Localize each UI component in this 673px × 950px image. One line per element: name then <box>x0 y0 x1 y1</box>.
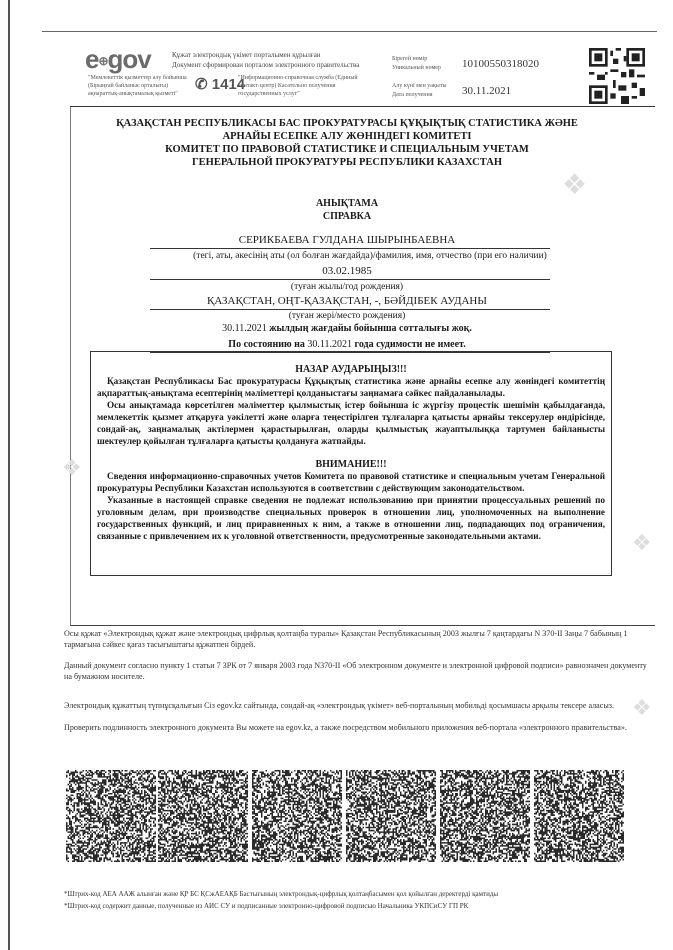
phone-icon: ✆ <box>195 76 208 93</box>
status-kz <box>72 323 622 334</box>
portal-caption-kz: Құжат электрондық үкімет порталымен құрылған <box>172 51 321 59</box>
portal-caption-ru: Документ сформирован порталом электронного правительства <box>172 61 360 69</box>
document-title-ru: СПРАВКА <box>322 211 372 222</box>
barcode-block-1 <box>66 770 156 862</box>
unique-number-label-ru: Уникальный номер <box>392 65 441 71</box>
birth-place-caption: (туған жері/место рождения) <box>288 311 406 321</box>
divider <box>150 248 550 249</box>
divider <box>150 309 550 310</box>
unique-number-label <box>392 55 441 73</box>
barcode-block-5 <box>440 770 530 862</box>
barcode-block-4 <box>346 770 436 862</box>
status-ru-pre: По состоянию на <box>228 339 308 350</box>
status-ru-post: года судимости не имеет. <box>352 339 466 350</box>
service-caption-kz: "Мемлекеттік қызметтер алу бойынша (Бірыңғай байланыс орталығы) ақпараттық-анықтамалық қызметі" <box>88 75 187 97</box>
unique-number-label-kz: Бірегей нөмір <box>392 56 428 62</box>
date-value: 30.11.2021 <box>462 85 512 97</box>
org-line: КОМИТЕТ ПО ПРАВОВОЙ СТАТИСТИКЕ И СПЕЦИАЛЬНЫМ УЧЕТАМ <box>165 144 529 155</box>
notice-title-ru: ВНИМАНИЕ!!! <box>315 459 387 470</box>
ornament-icon: ❖ <box>62 455 82 480</box>
date-label-ru: Дата получения <box>392 92 433 98</box>
status-kz-text: жылдың жағдайы бойынша сотталығы жоқ. <box>266 323 472 334</box>
logo-plus-icon: ⊕ <box>98 54 108 69</box>
status-kz-date: 30.11.2021 <box>222 323 267 334</box>
ornament-icon: ❖ <box>562 170 588 201</box>
date-label-kz: Алу күні мен уақыты <box>392 83 447 89</box>
header-top-divider <box>42 31 657 32</box>
document-title-kz: АНЫҚТАМА <box>315 198 379 209</box>
frame-bottom-rule <box>70 625 655 626</box>
status-ru <box>72 339 622 350</box>
notice-box <box>90 351 612 576</box>
header-bottom-divider <box>70 106 655 107</box>
ornament-icon: ❖ <box>632 695 652 720</box>
verify-note-kz: Электрондық құжаттың түпнұсқалығын Сіз egov.kz сайтында, сондай-ақ «электрондық үкімет» веб-порталының мобильді қосымшасы арқылы тексере аласыз. <box>64 701 615 710</box>
verify-note-ru: Проверить подлинность электронного документа Вы можете на egov.kz, а также посредством мобильного приложения веб-портала «электронного правительства». <box>64 723 627 732</box>
notice-text-kz <box>97 375 605 447</box>
barcode-block-2 <box>158 770 248 862</box>
qr-code-icon <box>589 48 645 104</box>
notice-paragraph: Қазақстан Республикасы Бас прокуратурасы Құқықтық статистика және арнайы есепке алу жөніндегі комитеттің ақпараттық-анықтама есептерінің мәліметтері қолданыстағы заңнамаға сәйкес пайдаланылады. <box>97 376 605 398</box>
org-heading <box>72 117 622 169</box>
ornament-icon: ❖ <box>632 530 652 555</box>
logo-text-gov: gov <box>107 44 151 74</box>
frame-left-rule <box>70 106 71 626</box>
barcode-block-6 <box>534 770 624 862</box>
barcode-block-3 <box>252 770 342 862</box>
service-caption-ru: "Информационно-справочная служба (Единый контакт-центр) Касательно получения государственных услуг" <box>238 75 358 97</box>
birth-place: ҚАЗАҚСТАН, ОҢТ-ҚАЗАҚСТАН, -, БӘЙДІБЕК АУДАНЫ <box>207 295 487 307</box>
document-title <box>72 197 622 223</box>
full-name-caption: (тегі, аты, әкесінің аты (ол болған жағдайда)/фамилия, имя, отчество (при его наличии) <box>193 251 547 261</box>
notice-title-kz: НАЗАР АУДАРЫҢЫЗ!!! <box>295 364 407 375</box>
org-line: ҚАЗАҚСТАН РЕСПУБЛИКАСЫ БАС ПРОКУРАТУРАСЫ ҚҰҚЫҚТЫҚ СТАТИСТИКА ЖӘНЕ <box>116 118 578 129</box>
barcode-note-kz: *Штрих-код АЕА ААЖ алынған және ҚР БС ҚСжАЕАҚБ Бастығының электрондық-цифрлық қолтаңбасымен қол қойылған деректерді қамтиды <box>64 890 499 898</box>
birth-date-caption: (туған жылы/год рождения) <box>290 282 404 292</box>
org-line: ГЕНЕРАЛЬНОЙ ПРОКУРАТУРЫ РЕСПУБЛИКИ КАЗАХСТАН <box>192 157 502 168</box>
logo-text-e: e <box>85 44 99 74</box>
divider <box>150 279 550 280</box>
notice-paragraph: Сведения информационно-справочных учетов Комитета по правовой статистике и специальным учетам Генеральной прокуратуры Республики Казахстан используются в соответствии с действующим законодательством. <box>97 471 605 493</box>
legal-note-kz: Осы құжат «Электрондық құжат және электрондық цифрлық қолтаңба туралы» Қазақстан Республикасының 2003 жылғы 7 қаңтардағы N 370-II Заңы 7 бабының 1 тармағына сәйкес қағаз тасығыштағы құжатпен бірдей. <box>64 629 628 649</box>
notice-paragraph: Указанные в настоящей справке сведения не подлежат использованию при принятии процессуальных решений по уголовным делам, при производстве специальных проверок в отношении лиц, уполномоченных на выполнение государственных функций, и лиц приравненных к ним, а также в отношении лиц, подпадающих под ограничения, связанные с привлечением их к уголовной ответственности, предусмотренные законодательными актами. <box>97 495 605 541</box>
birth-date: 03.02.1985 <box>322 265 372 277</box>
legal-note-ru: Данный документ согласно пункту 1 статьи 7 ЗРК от 7 января 2003 года N370-II «Об электронном документе и электронной цифровой подписи» равнозначен документу на бумажном носителе. <box>64 661 647 681</box>
notice-text-ru <box>97 470 605 542</box>
barcode-note-ru: *Штрих-код содержит данные, полученные из АИС СУ и подписанные электронно-цифровой подписью Начальника УКПСиСУ ГП РК <box>64 902 469 910</box>
org-line: АРНАЙЫ ЕСЕПКЕ АЛУ ЖӨНІНДЕГІ КОМИТЕТІ <box>222 131 472 142</box>
status-ru-date: 30.11.2021 <box>307 339 353 350</box>
notice-paragraph: Осы анықтамада көрсетілген мәліметтер қылмыстық істер бойынша іс жүргізу процестік шешімін қабылдағанда, мемлекеттік қызмет атқаруға уәкілетті және оларға теңестірілген тұлғаларға қатысты арнайы тексерулер өндірісінде, сондай-ақ, заңнамалық актілермен қарастырылған, оларды қылмыстық жауаптылыққа тартумен байланысты шектеулер қойылған тұлғаларға қатысты қолдануға жатпайды. <box>97 400 605 446</box>
full-name: СЕРИКБАЕВА ГУЛДАНА ШЫРЫНБАЕВНА <box>238 234 456 246</box>
egov-logo <box>85 44 151 75</box>
unique-number-value: 10100550318020 <box>462 58 539 70</box>
phone-value: 1414 <box>211 76 246 93</box>
date-label <box>392 82 446 100</box>
page-edge-rule <box>8 0 10 950</box>
